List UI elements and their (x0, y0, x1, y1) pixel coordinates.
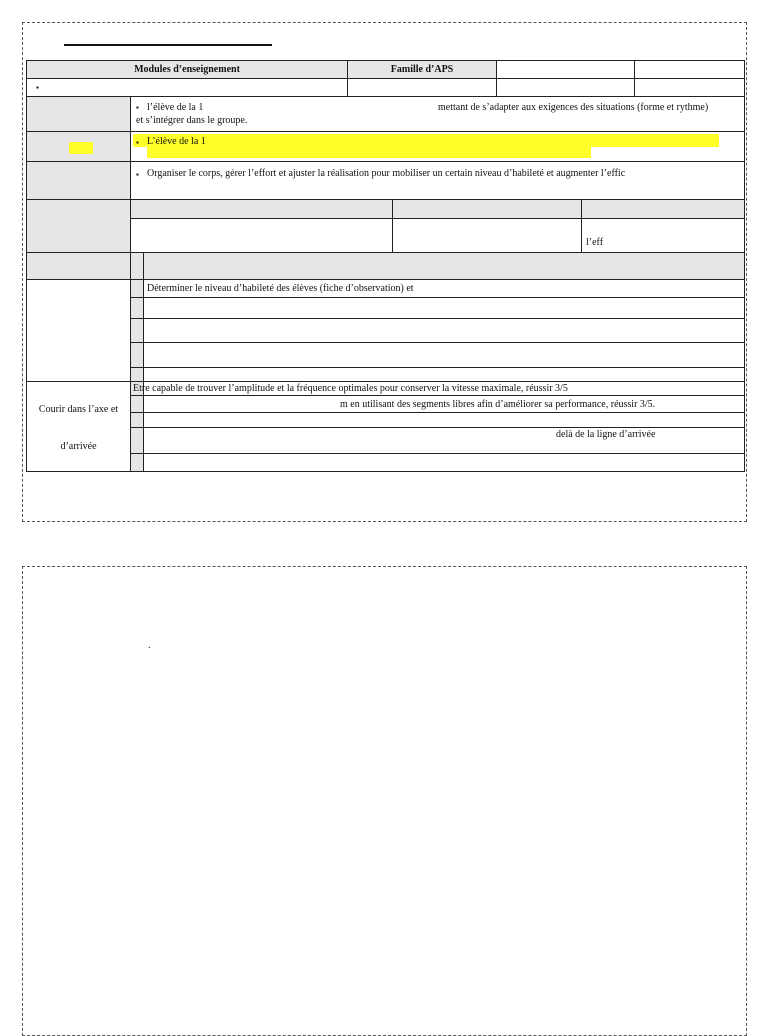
r6-text: Déterminer le niveau d’habileté des élèves (fiche d’observation) et (147, 283, 414, 294)
r4-cell-text: l’eff (586, 237, 604, 248)
r1-text-line2: et s’intégrer dans le groupe. (136, 115, 248, 126)
header-bullet: ▪ (36, 83, 39, 92)
header-modules: Modules d’enseignement (134, 64, 240, 75)
shade-left-r3 (27, 162, 130, 199)
shade-left-r1 (27, 97, 130, 131)
highlight-line2 (147, 147, 591, 158)
title-underline (64, 44, 272, 46)
highlight-left (69, 142, 93, 154)
shade-narrow-col (131, 280, 143, 471)
r2-text: L’élève de la 1 (147, 136, 206, 147)
bullet-r3: ▪ (136, 170, 139, 179)
r7-line2: m en utilisant des segments libres afin d’améliorer sa performance, réussir 3/5. (340, 399, 656, 410)
shade-left-r4 (27, 200, 130, 252)
page2-dot: . (148, 640, 151, 651)
shade-r5 (27, 253, 744, 279)
r7-line1: Etre capable de trouver l’amplitude et la fréquence optimales pour conserver la vitesse maximale, réussir 3/5 (133, 383, 568, 394)
r3-text: Organiser le corps, gérer l’effort et ajuster la réalisation pour mobiliser un certain niveau d’habileté et augmenter l’effic (147, 168, 626, 179)
r1-text-right: mettant de s’adapter aux exigences des situations (forme et rythme) (438, 102, 709, 113)
left-label-2: d’arrivée (60, 441, 97, 452)
bullet-r1: ▪ (136, 103, 139, 112)
r1-text-left: l’élève de la 1 (147, 102, 204, 113)
left-label-1: Courir dans l’axe et (38, 404, 119, 415)
header-famille: Famille d’APS (390, 64, 454, 75)
shade-r4-header (131, 200, 744, 218)
page-frame-2 (22, 566, 747, 1036)
bullet-r2: ▪ (136, 138, 139, 147)
highlight-line1 (133, 134, 719, 147)
r7-line3: delà de la ligne d’arrivée (556, 429, 656, 440)
